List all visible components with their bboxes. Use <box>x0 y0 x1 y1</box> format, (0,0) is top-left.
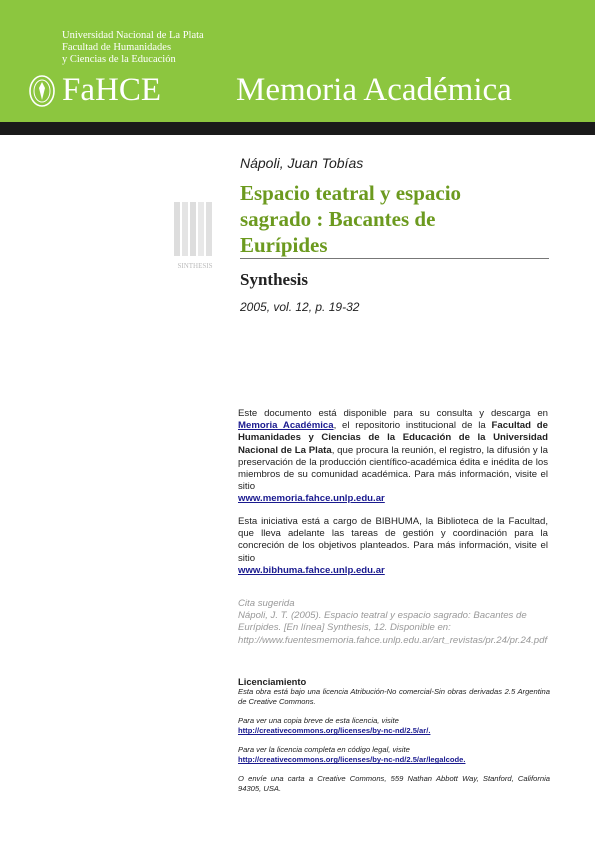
license-text-2: Para ver una copia breve de esta licencia, visite <box>238 716 399 725</box>
article-title <box>240 180 540 258</box>
journal-logo-label: SINTHESIS <box>177 262 213 270</box>
journal-logo-icon <box>166 198 224 272</box>
about-paragraph-1 <box>238 408 548 506</box>
bibhuma-url-link[interactable]: www.bibhuma.fahce.unlp.edu.ar <box>238 564 385 576</box>
author-name: Nápoli, Juan Tobías <box>240 155 364 171</box>
license-short-block <box>238 716 550 737</box>
repository-name: Memoria Académica <box>236 72 512 108</box>
about-text-b: , el repositorio institucional de la <box>333 420 486 432</box>
about-paragraph-2 <box>238 516 548 577</box>
title-line-2: sagrado : Bacantes de <box>240 207 436 231</box>
university-seal-icon <box>28 74 56 108</box>
institution-line-2: Facultad de Humanidades <box>62 42 172 53</box>
memoria-academica-link[interactable]: Memoria Académica <box>238 420 334 432</box>
title-rule <box>240 258 549 259</box>
journal-issue: 2005, vol. 12, p. 19-32 <box>240 300 360 314</box>
institution-line-1: Universidad Nacional de La Plata <box>62 30 204 41</box>
citation-text: Nápoli, J. T. (2005). Espacio teatral y espacio sagrado: Bacantes de Eurípides. [En línea] Synthesis, 12. Disponible en: http://www.fuentesmemoria.fahce.unlp.edu.ar/art_revistas/pr.24/pr.24.pdf <box>238 610 548 646</box>
title-line-1: Espacio teatral y espacio <box>240 181 462 205</box>
citation-heading: Cita sugerida <box>238 598 295 609</box>
suggested-citation <box>238 598 568 647</box>
header-divider-bar <box>0 122 595 135</box>
license-full-block <box>238 745 550 766</box>
journal-name: Synthesis <box>240 270 309 289</box>
fahce-logo-text: FaHCE <box>62 72 161 108</box>
title-line-3: Eurípides <box>240 233 328 257</box>
institution-line-3: y Ciencias de la Educación <box>62 54 176 65</box>
license-short-link[interactable]: http://creativecommons.org/licenses/by-nc-nd/2.5/ar/. <box>238 726 431 736</box>
about-text-a: Este documento está disponible para su consulta y descarga en <box>238 408 548 419</box>
license-text-1: Esta obra está bajo una licencia Atribución-No comercial-Sin obras derivadas 2.5 Argentina de Creative Commons. <box>238 687 550 707</box>
about-institution-bold: Facultad de Humanidades y Ciencias de la Educación de la Universidad Nacional de La Plata <box>238 420 548 456</box>
memoria-url-link[interactable]: www.memoria.fahce.unlp.edu.ar <box>238 493 385 505</box>
bibhuma-text: Esta iniciativa está a cargo de BIBHUMA, la Biblioteca de la Facultad, que lleva adelante las tareas de gestión y coordinación para la concreción de los objetivos planteados. Para más información, visite el sitio <box>238 516 548 564</box>
license-legalcode-link[interactable]: http://creativecommons.org/licenses/by-nc-nd/2.5/ar/legalcode. <box>238 755 466 765</box>
license-text-3: Para ver la licencia completa en código legal, visite <box>238 745 410 754</box>
license-heading: Licenciamiento <box>238 676 307 687</box>
license-text-4: O envíe una carta a Creative Commons, 559 Nathan Abbott Way, Stanford, California 94305, USA. <box>238 774 550 794</box>
about-text-c: , que procura la reunión, el registro, la difusión y la preservación de la producción científico-académica édita e inédita de los miembros de su comunidad académica. Para más información, visite el sitio <box>238 444 548 493</box>
